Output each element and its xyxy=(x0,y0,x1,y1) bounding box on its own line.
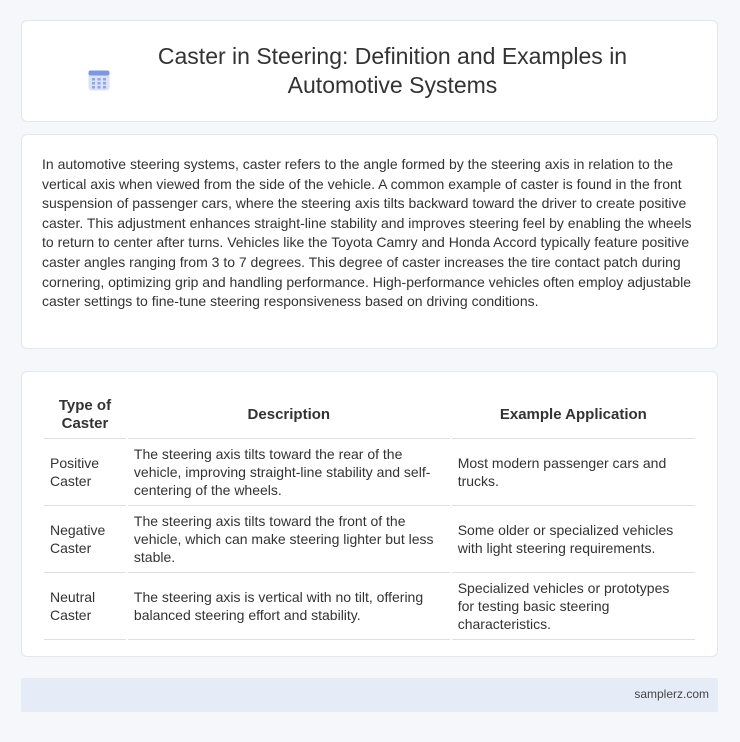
caster-table xyxy=(42,392,697,640)
cell-description: The steering axis tilts toward the front of the vehicle, which can make steering lighter but less stable. xyxy=(128,506,450,573)
col-header-type: Type of Caster xyxy=(44,392,126,439)
col-header-description: Description xyxy=(128,392,450,439)
table-header-row xyxy=(44,392,695,439)
table-card xyxy=(21,371,718,657)
table-row xyxy=(44,506,695,573)
intro-card xyxy=(21,134,718,349)
cell-description: The steering axis is vertical with no tilt, offering balanced steering effort and stability. xyxy=(128,573,450,640)
table-row xyxy=(44,573,695,640)
cell-type: Negative Caster xyxy=(44,506,126,573)
table-row xyxy=(44,439,695,506)
cell-description: The steering axis tilts toward the rear of the vehicle, improving straight-line stability and self-centering of the wheels. xyxy=(128,439,450,506)
title-wrap xyxy=(60,42,680,100)
cell-example: Specialized vehicles or prototypes for testing basic steering characteristics. xyxy=(452,573,695,640)
footer xyxy=(21,678,718,712)
footer-link[interactable]: samplerz.com xyxy=(634,687,709,701)
title-card xyxy=(21,20,718,122)
cell-example: Some older or specialized vehicles with light steering requirements. xyxy=(452,506,695,573)
page-title: Caster in Steering: Definition and Examples in Automotive Systems xyxy=(157,43,628,98)
cell-type: Neutral Caster xyxy=(44,573,126,640)
cell-type: Positive Caster xyxy=(44,439,126,506)
cell-example: Most modern passenger cars and trucks. xyxy=(452,439,695,506)
col-header-example: Example Application xyxy=(452,392,695,439)
calendar-icon xyxy=(87,68,111,92)
intro-text: In automotive steering systems, caster refers to the angle formed by the steering axis in relation to the vertical axis when viewed from the side of the vehicle. A common example of caster is found in the front suspension of passenger cars, where the steering axis tilts backward toward the driver to create positive caster. This adjustment enhances straight-line stability and improves steering feel by enabling the wheels to return to center after turns. Vehicles like the Toyota Camry and Honda Accord typically feature positive caster angles ranging from 3 to 7 degrees. This degree of caster increases the tire contact patch during cornering, optimizing grip and handling performance. High-performance vehicles often employ adjustable caster settings to fine-tune steering responsiveness based on driving conditions. xyxy=(42,156,692,310)
